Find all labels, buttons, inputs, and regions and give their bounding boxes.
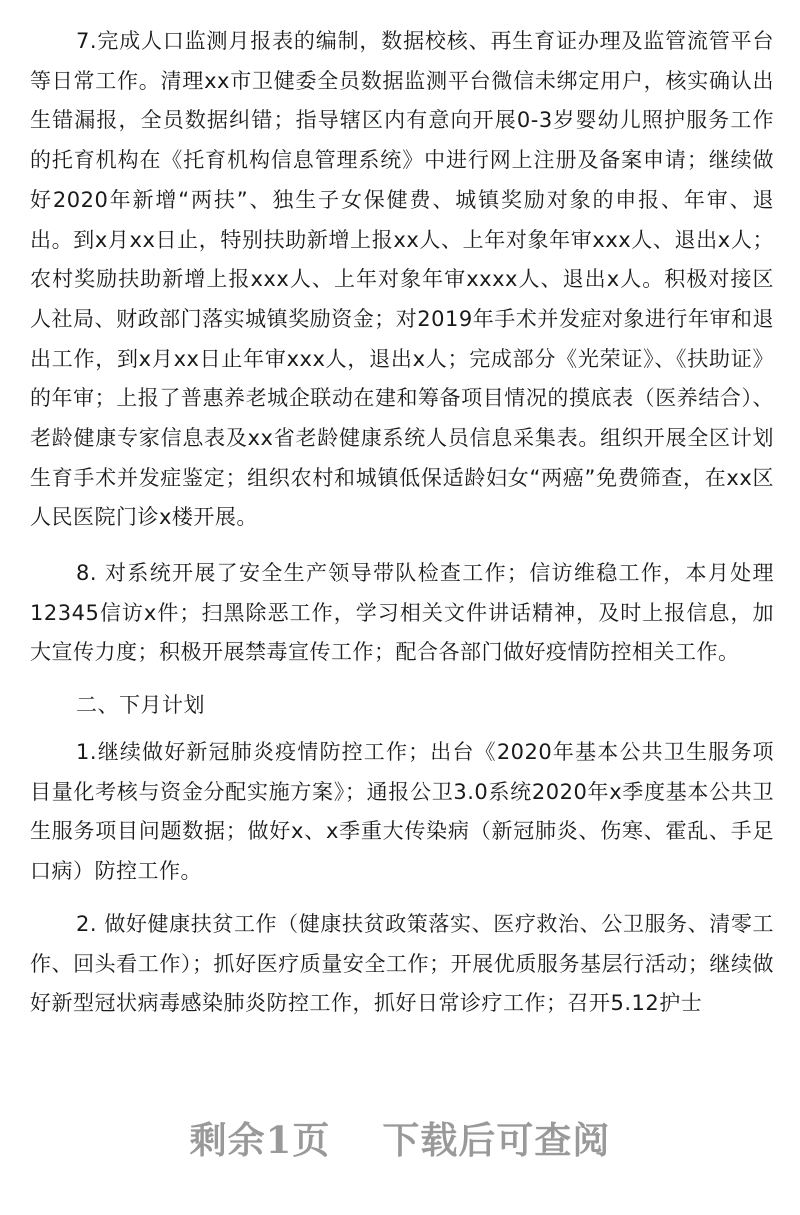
paragraph-item-8: 8. 对系统开展了安全生产领导带队检查工作；信访维稳工作，本月处理12345信访x件；扫黑除恶工作，学习相关文件讲话精神，及时上报信息，加大宣传力度；积极开展禁毒宣传工作；配合各部门做好疫情防控相关工作。 (30, 561, 774, 665)
download-prompt-label[interactable]: 下载后可查阅 (382, 1118, 611, 1162)
section-heading-next-month-plan: 二、下月计划 (76, 693, 205, 717)
paragraph-item-7: 7.完成人口监测月报表的编制，数据校核、再生育证办理及监管流管平台等日常工作。清理xx市卫健委全员数据监测平台微信未绑定用户，核实确认出生错漏报，全员数据纠错；指导辖区内有意向开展0-3岁婴幼儿照护服务工作的托育机构在《托育机构信息管理系统》中进行网上注册及备案申请；继续做好2020年新增“两扶”、独生子女保健费、城镇奖励对象的申报、年审、退出。到x月xx日止，特别扶助新增上报xx人、上年对象年审xxx人、退出x人；农村奖励扶助新增上报xxx人、上年对象年审xxxx人、退出x人。积极对接区人社局、财政部门落实城镇奖励资金；对2019年手术并发症对象进行年审和退出工作，到x月xx日止年审xxx人，退出x人；完成部分《光荣证》、《扶助证》的年审；上报了普惠养老城企联动在建和筹备项目情况的摸底表（医养结合）、老龄健康专家信息表及xx省老龄健康系统人员信息采集表。组织开展全区计划生育手术并发症鉴定；组织农村和城镇低保适龄妇女“两癌”免费筛查，在xx区人民医院门诊x楼开展。 (30, 29, 774, 530)
plan-item-2: 2. 做好健康扶贫工作（健康扶贫政策落实、医疗救治、公卫服务、清零工作、回头看工作）；抓好医疗质量安全工作；开展优质服务基层行活动；继续做好新型冠状病毒感染肺炎防控工作，抓好日常诊疗工作；召开5.12护士 (30, 912, 774, 1016)
download-banner[interactable] (0, 1110, 800, 1164)
plan-item-1: 1.继续做好新冠肺炎疫情防控工作；出台《2020年基本公共卫生服务项目量化考核与资金分配实施方案》；通报公卫3.0系统2020年x季度基本公共卫生服务项目问题数据；做好x、x季重大传染病（新冠肺炎、伤寒、霍乱、手足口病）防控工作。 (30, 740, 774, 884)
remaining-pages-label: 剩余1页 (189, 1118, 331, 1162)
